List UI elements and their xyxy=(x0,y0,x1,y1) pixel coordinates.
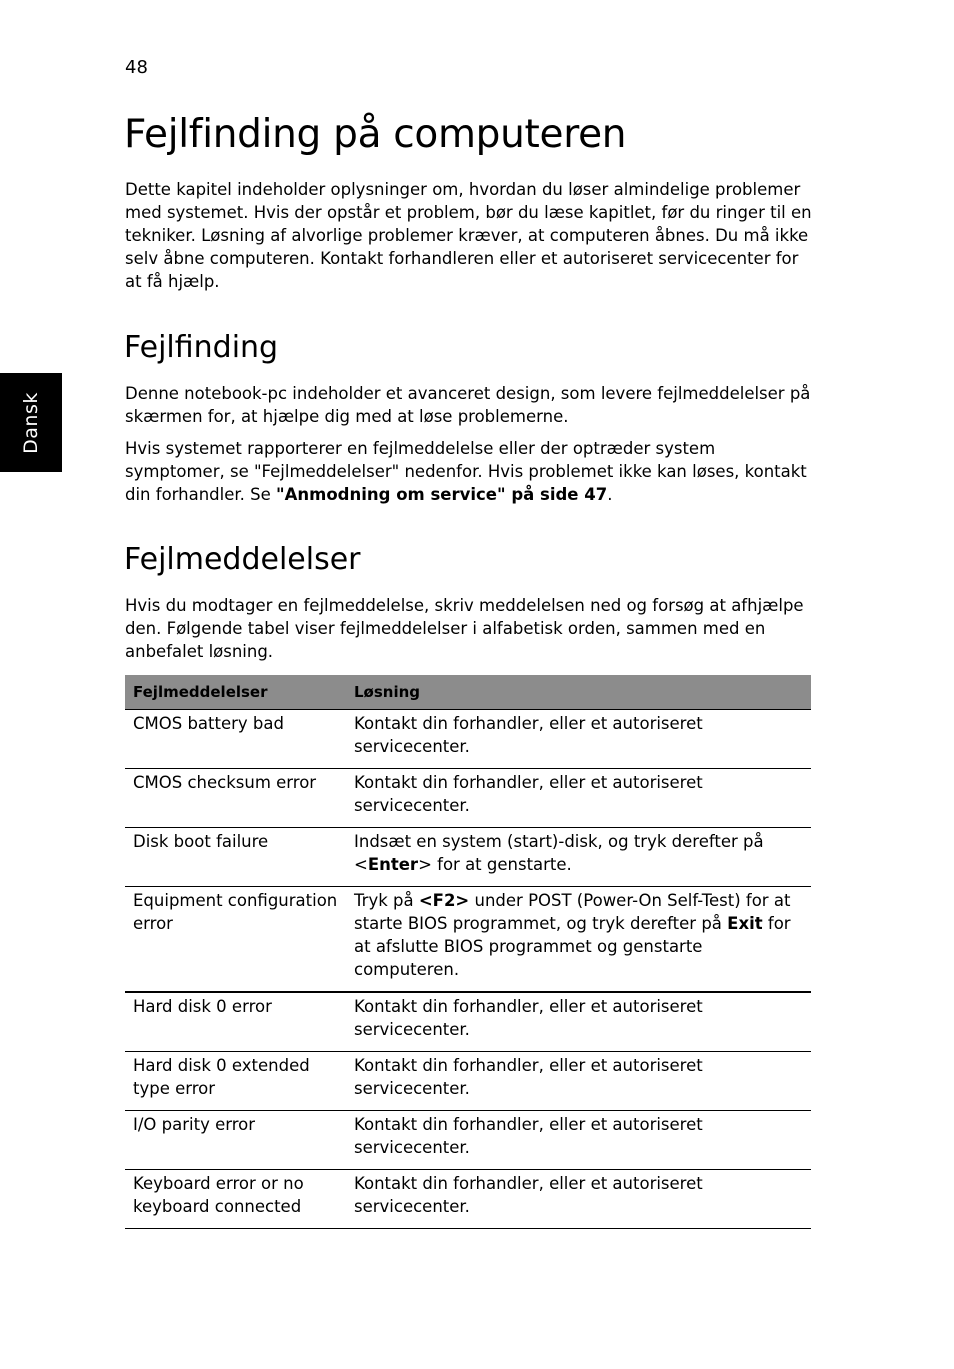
fejlfinding-paragraph-2 xyxy=(125,437,815,506)
solution-cell: Kontakt din forhandler, eller et autoriseret servicecenter. xyxy=(346,992,811,1052)
header-error: Fejlmeddelelser xyxy=(125,675,346,710)
paragraph-text: Hvis systemet rapporterer en fejlmeddelelse eller der optræder system symptomer, se "Fejlmeddelelser" nedenfor. Hvis problemet ikke kan løses, kontakt din forhandler. Se xyxy=(125,439,807,504)
solution-text: under POST (Power-On Self-Test) for at starte BIOS programmet, og tryk derefter på xyxy=(354,891,791,933)
solution-cell: Kontakt din forhandler, eller et autoriseret servicecenter. xyxy=(346,710,811,769)
table-row xyxy=(125,992,811,1052)
solution-cell: Kontakt din forhandler, eller et autoriseret servicecenter. xyxy=(346,769,811,828)
solution-cell: Kontakt din forhandler, eller et autoriseret servicecenter. xyxy=(346,1052,811,1111)
table-row xyxy=(125,1052,811,1111)
error-cell: CMOS checksum error xyxy=(125,769,346,828)
solution-text: Indsæt en system (start)-disk, og tryk derefter på < xyxy=(354,832,764,874)
solution-cell xyxy=(346,887,811,993)
fejlmeddelelser-paragraph: Hvis du modtager en fejlmeddelelse, skriv meddelelsen ned og forsøg at afhjælpe den. Følgende tabel viser fejlmeddelelser i alfabetisk orden, sammen med en anbefalet løsning. xyxy=(125,596,804,661)
table-row xyxy=(125,769,811,828)
table-header-row xyxy=(125,675,811,710)
error-cell: CMOS battery bad xyxy=(125,710,346,769)
solution-cell: Kontakt din forhandler, eller et autoriseret servicecenter. xyxy=(346,1170,811,1229)
f2-key: <F2> xyxy=(418,891,470,910)
error-cell: Hard disk 0 extended type error xyxy=(125,1052,346,1111)
table-row xyxy=(125,887,811,993)
language-side-tab xyxy=(0,373,62,472)
table-row xyxy=(125,828,811,887)
section-heading-fejlfinding: Fejlfinding xyxy=(124,330,279,365)
fejlfinding-paragraph-1: Denne notebook-pc indeholder et avanceret design, som levere fejlmeddelelser på skærmen for, at hjælpe dig med at løse problemerne. xyxy=(125,384,811,426)
error-cell: Equipment configuration error xyxy=(125,887,346,993)
solution-cell xyxy=(346,828,811,887)
section-heading-fejlmeddelelser: Fejlmeddelelser xyxy=(124,542,361,577)
table-row xyxy=(125,1111,811,1170)
page-number: 48 xyxy=(125,57,148,78)
page-title: Fejlfinding på computeren xyxy=(124,112,627,157)
error-cell: Disk boot failure xyxy=(125,828,346,887)
error-messages-table xyxy=(125,675,811,1229)
solution-cell: Kontakt din forhandler, eller et autoriseret servicecenter. xyxy=(346,1111,811,1170)
cross-reference-link[interactable]: "Anmodning om service" på side 47 xyxy=(276,485,608,504)
exit-key: Exit xyxy=(727,914,763,933)
solution-text: > for at genstarte. xyxy=(418,855,572,874)
solution-text: for at afslutte BIOS programmet og genstarte computeren. xyxy=(354,914,791,979)
error-cell: Keyboard error or no keyboard connected xyxy=(125,1170,346,1229)
error-cell: I/O parity error xyxy=(125,1111,346,1170)
side-tab-label: Dansk xyxy=(20,391,42,454)
table-row xyxy=(125,1170,811,1229)
header-solution: Løsning xyxy=(346,675,811,710)
paragraph-end: . xyxy=(607,485,613,504)
intro-paragraph: Dette kapitel indeholder oplysninger om, hvordan du løser almindelige problemer med systemet. Hvis der opstår et problem, bør du læse kapitlet, før du ringer til en tekniker. Løsning af alvorlige problemer kræver, at computeren åbnes. Du må ikke selv åbne computeren. Kontakt forhandleren eller et autoriseret servicecenter for at få hjælp. xyxy=(125,180,812,291)
enter-key: Enter xyxy=(367,855,419,874)
error-cell: Hard disk 0 error xyxy=(125,992,346,1052)
solution-text: Tryk på xyxy=(354,891,419,910)
table-row xyxy=(125,710,811,769)
